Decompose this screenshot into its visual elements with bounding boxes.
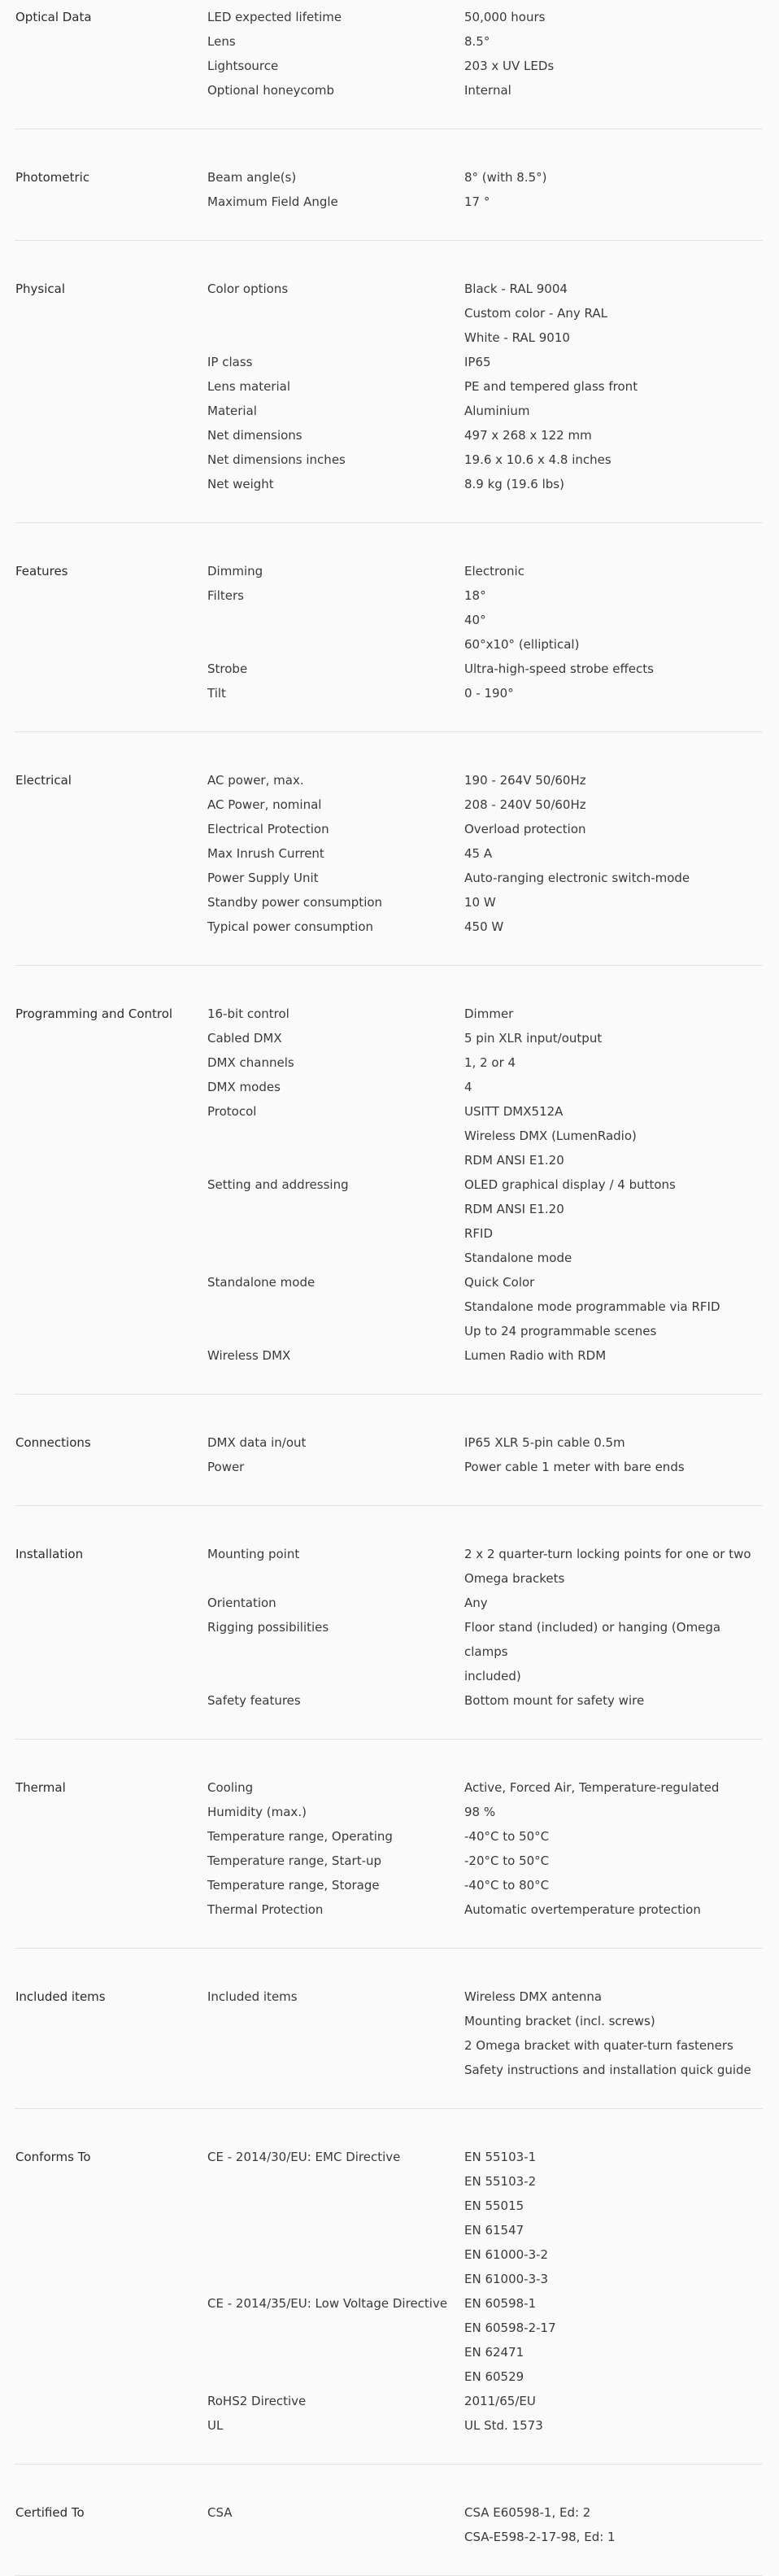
spec-label: Electrical Protection: [207, 822, 329, 836]
spec-label: Strobe: [207, 661, 248, 676]
spec-values: [464, 2145, 763, 2291]
spec-value: Active, Forced Air, Temperature-regulated: [464, 1780, 720, 1795]
spec-values: [464, 1984, 763, 2082]
spec-value: 18°: [464, 588, 486, 603]
spec-label: Lens: [207, 34, 236, 49]
spec-row: [207, 423, 763, 448]
spec-value: Ultra-high-speed strobe effects: [464, 661, 654, 676]
spec-values: [464, 817, 763, 841]
spec-value: 50,000 hours: [464, 10, 546, 24]
spec-row: [207, 1430, 763, 1455]
spec-row: [207, 915, 763, 939]
spec-value: OLED graphical display / 4 buttons: [464, 1177, 676, 1192]
spec-value: Electronic: [464, 564, 524, 579]
spec-value: EN 60598-2-17: [464, 2321, 556, 2335]
spec-row: [207, 681, 763, 705]
spec-row: [207, 1002, 763, 1026]
spec-value: 45 A: [464, 846, 493, 861]
spec-row: [207, 768, 763, 792]
spec-row: [207, 54, 763, 78]
spec-row: [207, 277, 763, 350]
spec-row: [207, 2389, 763, 2413]
spec-value: EN 61547: [464, 2223, 524, 2238]
spec-values: [464, 915, 763, 939]
spec-values: [464, 1099, 763, 1172]
spec-value: 98 %: [464, 1805, 496, 1819]
spec-value: CSA-E598-2-17-98, Ed: 1: [464, 2530, 616, 2544]
spec-values: [464, 448, 763, 472]
spec-value: 450 W: [464, 919, 504, 934]
spec-values: [464, 768, 763, 792]
spec-value: Custom color - Any RAL: [464, 306, 607, 321]
spec-value: Overload protection: [464, 822, 586, 836]
spec-label: DMX data in/out: [207, 1435, 307, 1450]
spec-value: Standalone mode: [464, 1251, 572, 1265]
spec-value: EN 61000-3-3: [464, 2272, 549, 2286]
spec-label: Max Inrush Current: [207, 846, 324, 861]
spec-label: Mounting point: [207, 1547, 300, 1561]
spec-section: [15, 2465, 763, 2576]
spec-label: Color options: [207, 282, 289, 296]
spec-row: [207, 1172, 763, 1270]
spec-values: [464, 1897, 763, 1922]
spec-values: [464, 1026, 763, 1050]
spec-label: Material: [207, 404, 257, 418]
spec-value: Wireless DMX antenna: [464, 1989, 603, 2004]
spec-value: Quick Color: [464, 1275, 535, 1290]
spec-value: 5 pin XLR input/output: [464, 1031, 603, 1046]
spec-value: Any: [464, 1596, 488, 1610]
section-title: Programming and Control: [15, 1006, 173, 1021]
section-title: Photometric: [15, 170, 90, 185]
spec-value: IP65 XLR 5-pin cable 0.5m: [464, 1435, 625, 1450]
spec-values: [464, 78, 763, 103]
spec-value: -40°C to 80°C: [464, 1878, 550, 1893]
spec-value: EN 60598-1: [464, 2296, 537, 2311]
spec-values: [464, 1075, 763, 1099]
spec-row: [207, 1099, 763, 1172]
spec-row: [207, 1984, 763, 2082]
section-title: Physical: [15, 282, 66, 296]
spec-value: 2011/65/EU: [464, 2394, 536, 2408]
spec-value: EN 55103-1: [464, 2150, 537, 2164]
spec-row: [207, 1800, 763, 1824]
spec-values: [464, 1591, 763, 1615]
spec-value: EN 55103-2: [464, 2174, 537, 2189]
spec-value: 190 - 264V 50/60Hz: [464, 773, 586, 788]
spec-value: RDM ANSI E1.20: [464, 1202, 564, 1216]
spec-value: IP65: [464, 355, 491, 369]
spec-values: [464, 165, 763, 190]
spec-label: Optional honeycomb: [207, 83, 335, 98]
section-title: Electrical: [15, 773, 72, 788]
section-title: Thermal: [15, 1780, 66, 1795]
spec-row: [207, 2145, 763, 2291]
spec-label: Beam angle(s): [207, 170, 297, 185]
spec-label: Lightsource: [207, 59, 279, 73]
spec-row: [207, 583, 763, 657]
spec-row: [207, 792, 763, 817]
spec-row: [207, 657, 763, 681]
spec-value: Wireless DMX (LumenRadio): [464, 1129, 637, 1143]
spec-label: Included items: [207, 1989, 298, 2004]
section-title: Included items: [15, 1989, 106, 2004]
spec-value: Automatic overtemperature protection: [464, 1902, 701, 1917]
spec-values: [464, 841, 763, 866]
spec-row: [207, 29, 763, 54]
spec-row: [207, 1849, 763, 1873]
spec-value: EN 61000-3-2: [464, 2247, 549, 2262]
spec-value: Floor stand (included) or hanging (Omega clamps: [464, 1620, 721, 1659]
spec-section: [15, 241, 763, 523]
spec-rows: [207, 277, 763, 496]
spec-label: Net weight: [207, 477, 274, 491]
spec-label: IP class: [207, 355, 253, 369]
spec-values: [464, 54, 763, 78]
spec-label: Power: [207, 1460, 245, 1474]
spec-section: [15, 2109, 763, 2465]
spec-value: Safety instructions and installation quick guide: [464, 2063, 751, 2077]
spec-values: [464, 866, 763, 890]
spec-values: [464, 1002, 763, 1026]
spec-section: [15, 523, 763, 732]
spec-value: Lumen Radio with RDM: [464, 1348, 607, 1363]
spec-values: [464, 1050, 763, 1075]
spec-section: [15, 1395, 763, 1506]
spec-label: Cooling: [207, 1780, 254, 1795]
spec-label: Filters: [207, 588, 244, 603]
spec-values: [464, 583, 763, 657]
spec-value: -20°C to 50°C: [464, 1853, 550, 1868]
spec-label: Setting and addressing: [207, 1177, 349, 1192]
spec-rows: [207, 1002, 763, 1368]
spec-value: Dimmer: [464, 1006, 514, 1021]
spec-value: 8.5°: [464, 34, 490, 49]
spec-value: 60°x10° (elliptical): [464, 637, 580, 652]
spec-section: [15, 129, 763, 241]
spec-row: [207, 1591, 763, 1615]
spec-section: [15, 966, 763, 1395]
spec-rows: [207, 768, 763, 939]
spec-label: RoHS2 Directive: [207, 2394, 307, 2408]
spec-value: 0 - 190°: [464, 686, 514, 701]
spec-label: UL: [207, 2418, 224, 2433]
spec-rows: [207, 1430, 763, 1479]
spec-label: Wireless DMX: [207, 1348, 291, 1363]
spec-label: Net dimensions inches: [207, 452, 346, 467]
spec-value: 497 x 268 x 122 mm: [464, 428, 592, 443]
spec-value: Aluminium: [464, 404, 530, 418]
spec-rows: [207, 1984, 763, 2082]
spec-label: Lens material: [207, 379, 291, 394]
spec-row: [207, 1455, 763, 1479]
section-title: Conforms To: [15, 2150, 91, 2164]
section-title: Installation: [15, 1547, 84, 1561]
spec-value: 8.9 kg (19.6 lbs): [464, 477, 564, 491]
spec-label: Temperature range, Start-up: [207, 1853, 382, 1868]
spec-value: Internal: [464, 83, 511, 98]
spec-value: PE and tempered glass front: [464, 379, 638, 394]
spec-label: Cabled DMX: [207, 1031, 282, 1046]
spec-value: RFID: [464, 1226, 494, 1241]
spec-values: [464, 2389, 763, 2413]
spec-row: [207, 890, 763, 915]
spec-row: [207, 1075, 763, 1099]
spec-section: [15, 0, 763, 129]
spec-label: Temperature range, Storage: [207, 1878, 380, 1893]
spec-values: [464, 1775, 763, 1800]
spec-values: [464, 559, 763, 583]
spec-row: [207, 1343, 763, 1368]
spec-label: AC Power, nominal: [207, 797, 322, 812]
spec-label: Standby power consumption: [207, 895, 383, 910]
spec-value: Black - RAL 9004: [464, 282, 568, 296]
spec-label: Thermal Protection: [207, 1902, 324, 1917]
spec-row: [207, 1270, 763, 1343]
spec-row: [207, 1026, 763, 1050]
section-title: Certified To: [15, 2505, 85, 2520]
spec-values: [464, 29, 763, 54]
spec-value: 2 x 2 quarter-turn locking points for one or two: [464, 1547, 751, 1561]
spec-value: -40°C to 50°C: [464, 1829, 550, 1844]
spec-rows: [207, 165, 763, 214]
spec-label: DMX modes: [207, 1080, 281, 1094]
spec-row: [207, 472, 763, 496]
spec-values: [464, 472, 763, 496]
spec-section: [15, 732, 763, 966]
spec-value: UL Std. 1573: [464, 2418, 543, 2433]
spec-rows: [207, 2500, 763, 2549]
spec-value: 2 Omega bracket with quater-turn fasteners: [464, 2038, 733, 2053]
spec-value: 1, 2 or 4: [464, 1055, 516, 1070]
spec-values: [464, 1172, 763, 1270]
spec-value: EN 55015: [464, 2198, 524, 2213]
spec-label: LED expected lifetime: [207, 10, 342, 24]
spec-value: 17 °: [464, 194, 490, 209]
spec-value: included): [464, 1669, 521, 1683]
spec-values: [464, 350, 763, 374]
spec-value: White - RAL 9010: [464, 330, 570, 345]
spec-value: USITT DMX512A: [464, 1104, 564, 1119]
section-title: Connections: [15, 1435, 91, 1450]
spec-label: Safety features: [207, 1693, 301, 1708]
spec-section: [15, 1740, 763, 1949]
spec-row: [207, 1824, 763, 1849]
spec-value: 8° (with 8.5°): [464, 170, 547, 185]
spec-rows: [207, 1775, 763, 1922]
spec-label: Tilt: [207, 686, 226, 701]
spec-values: [464, 399, 763, 423]
spec-section: [15, 1506, 763, 1740]
spec-value: CSA E60598-1, Ed: 2: [464, 2505, 591, 2520]
spec-label: Standalone mode: [207, 1275, 316, 1290]
spec-label: DMX channels: [207, 1055, 294, 1070]
section-title: Optical Data: [15, 10, 92, 24]
spec-rows: [207, 1542, 763, 1713]
spec-values: [464, 423, 763, 448]
spec-values: [464, 2500, 763, 2549]
spec-row: [207, 2413, 763, 2438]
spec-value: RDM ANSI E1.20: [464, 1153, 564, 1168]
spec-value: 208 - 240V 50/60Hz: [464, 797, 586, 812]
spec-label: Dimming: [207, 564, 263, 579]
spec-row: [207, 374, 763, 399]
spec-row: [207, 448, 763, 472]
spec-row: [207, 559, 763, 583]
spec-label: CE - 2014/30/EU: EMC Directive: [207, 2150, 401, 2164]
spec-values: [464, 1873, 763, 1897]
spec-values: [464, 2413, 763, 2438]
spec-row: [207, 2291, 763, 2389]
spec-values: [464, 2291, 763, 2389]
spec-row: [207, 1615, 763, 1688]
spec-values: [464, 681, 763, 705]
spec-row: [207, 350, 763, 374]
spec-row: [207, 817, 763, 841]
spec-label: Power Supply Unit: [207, 871, 319, 885]
spec-label: Temperature range, Operating: [207, 1829, 393, 1844]
spec-values: [464, 1430, 763, 1455]
spec-value: 10 W: [464, 895, 496, 910]
spec-label: CE - 2014/35/EU: Low Voltage Directive: [207, 2296, 448, 2311]
spec-values: [464, 1615, 763, 1688]
spec-rows: [207, 2145, 763, 2438]
spec-value: 19.6 x 10.6 x 4.8 inches: [464, 452, 611, 467]
section-title: Features: [15, 564, 68, 579]
spec-values: [464, 792, 763, 817]
spec-row: [207, 78, 763, 103]
spec-values: [464, 1455, 763, 1479]
spec-section: [15, 1949, 763, 2109]
spec-label: Humidity (max.): [207, 1805, 307, 1819]
spec-row: [207, 165, 763, 190]
spec-values: [464, 1270, 763, 1343]
spec-values: [464, 1542, 763, 1591]
spec-row: [207, 841, 763, 866]
spec-row: [207, 1873, 763, 1897]
spec-values: [464, 1849, 763, 1873]
spec-values: [464, 1824, 763, 1849]
spec-label: Maximum Field Angle: [207, 194, 338, 209]
spec-values: [464, 374, 763, 399]
spec-value: 4: [464, 1080, 472, 1094]
spec-value: Standalone mode programmable via RFID: [464, 1299, 720, 1314]
spec-value: EN 62471: [464, 2345, 524, 2360]
spec-row: [207, 866, 763, 890]
spec-label: CSA: [207, 2505, 233, 2520]
spec-row: [207, 1688, 763, 1713]
spec-values: [464, 657, 763, 681]
spec-row: [207, 1775, 763, 1800]
spec-rows: [207, 559, 763, 705]
spec-values: [464, 1800, 763, 1824]
spec-label: Net dimensions: [207, 428, 302, 443]
spec-value: 40°: [464, 613, 486, 627]
spec-row: [207, 5, 763, 29]
spec-label: Protocol: [207, 1104, 257, 1119]
spec-value: Auto-ranging electronic switch-mode: [464, 871, 690, 885]
spec-row: [207, 190, 763, 214]
spec-row: [207, 2500, 763, 2549]
spec-values: [464, 190, 763, 214]
spec-rows: [207, 5, 763, 103]
spec-row: [207, 1050, 763, 1075]
spec-values: [464, 1688, 763, 1713]
spec-value: Mounting bracket (incl. screws): [464, 2014, 655, 2028]
spec-label: Rigging possibilities: [207, 1620, 329, 1635]
spec-value: Up to 24 programmable scenes: [464, 1324, 657, 1338]
spec-values: [464, 277, 763, 350]
spec-value: 203 x UV LEDs: [464, 59, 555, 73]
spec-values: [464, 890, 763, 915]
spec-value: Omega brackets: [464, 1571, 565, 1586]
spec-value: Bottom mount for safety wire: [464, 1693, 645, 1708]
spec-row: [207, 1542, 763, 1591]
spec-row: [207, 1897, 763, 1922]
spec-label: 16-bit control: [207, 1006, 289, 1021]
spec-value: Power cable 1 meter with bare ends: [464, 1460, 685, 1474]
spec-values: [464, 1343, 763, 1368]
spec-row: [207, 399, 763, 423]
spec-label: Typical power consumption: [207, 919, 374, 934]
spec-values: [464, 5, 763, 29]
spec-label: AC power, max.: [207, 773, 304, 788]
spec-value: EN 60529: [464, 2369, 524, 2384]
spec-label: Orientation: [207, 1596, 276, 1610]
